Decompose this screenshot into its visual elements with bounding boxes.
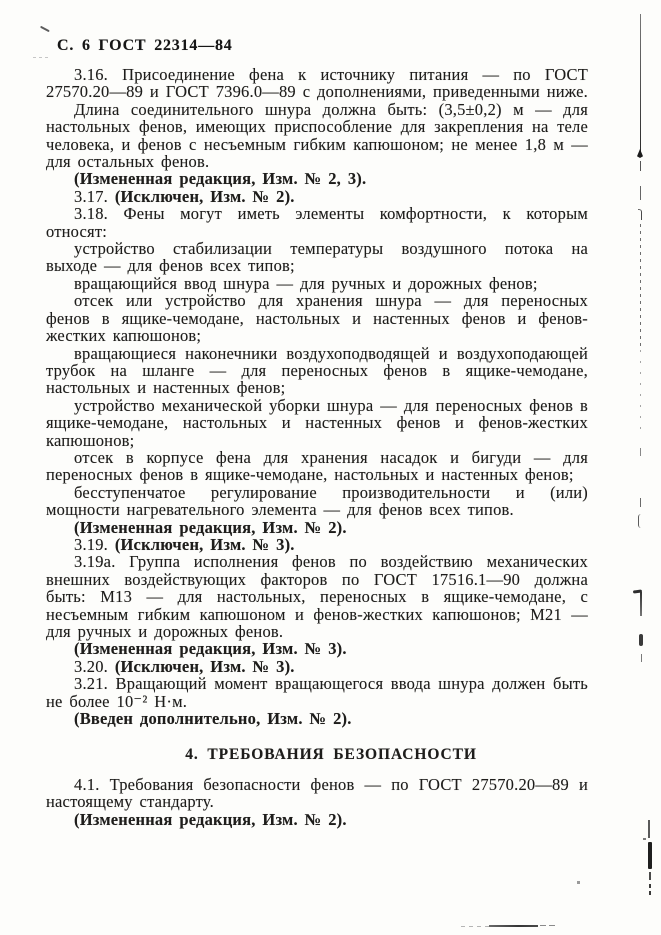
scan-artifact-topleft-tick	[40, 26, 50, 32]
comfort-item-rotating-tips: вращающиеся наконечники воздухоподводящей и воздухоподающей трубок на шланге — для переносных фенов в ящике-чемодане, настольных и настенных фенов;	[46, 343, 588, 398]
scan-artifact-dotted-line	[640, 350, 641, 430]
clause-3-18: 3.18. Фены могут иметь элементы комфортности, к которым относят:	[46, 204, 588, 241]
revision-note: (Измененная редакция, Изм. № 3).	[74, 639, 347, 659]
page-header: С. 6 ГОСТ 22314—84	[57, 37, 233, 54]
excluded-note: (Исключен, Изм. № 3).	[114, 534, 295, 554]
clause-3-19-excluded	[46, 536, 588, 553]
clause-cord-length: Длина соединительного шнура должна быть: (3,5±0,2) м — для настольных фенов, имеющих приспособление для закрепления на теле человека, и фенов с несъемным гибким капюшоном; не менее 1,8 м — для остальных фенов.	[46, 99, 588, 172]
scan-artifact-bottom-dashes	[461, 926, 490, 927]
excluded-note: (Исключен, Изм. № 3).	[114, 656, 295, 676]
revision-note: (Измененная редакция, Изм. № 2, 3).	[74, 169, 367, 189]
scan-artifact-curl-mark	[638, 514, 642, 528]
scan-artifact-ink-blob	[639, 634, 643, 646]
clause-number: 3.19.	[74, 534, 115, 554]
revision-note: (Измененная редакция, Изм. № 2).	[74, 809, 347, 829]
comfort-item-cord-storage: отсек или устройство для хранения шнура — для переносных фенов в ящике-чемодане, настольных и настенных фенов и фенов-жестких капюшонов;	[46, 291, 588, 346]
clause-3-20-excluded	[46, 658, 588, 675]
scan-artifact-right-edge-dot	[643, 838, 646, 840]
scan-artifact-dash	[640, 498, 641, 507]
section-4-heading: 4. ТРЕБОВАНИЯ БЕЗОПАСНОСТИ	[185, 746, 477, 764]
scan-artifact-right-vertical-line	[640, 14, 641, 152]
comfort-item-temperature-stabilizer: устройство стабилизации температуры воздушного потока на выходе — для фенов всех типов;	[46, 239, 588, 276]
clause-number: 3.17.	[74, 186, 115, 206]
scan-artifact-bottom-dashes	[540, 925, 555, 926]
scan-artifact-curl-mark	[638, 209, 642, 220]
clause-3-16: 3.16. Присоединение фена к источнику питания — по ГОСТ 27570.20—89 и ГОСТ 7396.0—89 с дополнениями, приведенными ниже.	[46, 65, 588, 102]
scan-artifact-dash	[640, 161, 641, 171]
revision-note: (Измененная редакция, Изм. № 2).	[74, 517, 347, 537]
document-body	[46, 66, 588, 828]
clause-3-21: 3.21. Вращающий момент вращающегося ввода шнура должен быть не более 10⁻² Н·м.	[46, 674, 588, 711]
clause-3-19a: 3.19а. Группа исполнения фенов по воздействию механических внешних воздействующих факторов по ГОСТ 17516.1—90 должна быть: М13 — для настольных, переносных в ящике-чемодане, с несъемным гибким капюшоном и фенов-жестких капюшонов; М21 — для ручных и дорожных фенов.	[46, 552, 588, 641]
comfort-item-accessory-compartment: отсек в корпусе фена для хранения насадок и бигуди — для переносных фенов в ящике-чемодане, настольных и настенных фенов;	[46, 447, 588, 485]
scan-artifact-hook-mark	[633, 589, 642, 593]
scan-artifact-dash	[640, 448, 641, 456]
comfort-item-stepless-regulation: бесступенчатое регулирование производительности и (или) мощности нагревательного элемента — для фенов всех типов.	[46, 482, 588, 520]
scan-artifact-speck	[577, 881, 580, 884]
comfort-item-cord-retractor: устройство механической уборки шнура — для переносных фенов в ящике-чемодане, настольных и настенных фенов и фенов-жестких капюшонов;	[46, 395, 588, 450]
addition-note: (Введен дополнительно, Изм. № 2).	[74, 709, 352, 729]
clause-4-1: 4.1. Требования безопасности фенов — по ГОСТ 27570.20—89 и настоящему стандарту.	[46, 774, 588, 812]
clause-number: 3.20.	[74, 656, 115, 676]
scan-artifact-arrow-blob	[637, 149, 643, 158]
scan-artifact-hook-tail	[640, 592, 642, 616]
scan-artifact-dash	[641, 654, 642, 662]
scan-artifact-bottom-line	[489, 925, 538, 927]
scan-artifact-right-edge-mark	[648, 842, 652, 869]
scan-artifact-right-edge-mark	[649, 884, 651, 896]
scan-artifact-dotted-line	[640, 224, 641, 346]
scan-artifact-right-edge-mark	[648, 820, 650, 838]
comfort-item-rotating-cord-inlet: вращающийся ввод шнура — для ручных и дорожных фенов;	[74, 273, 538, 293]
scan-artifact-header-underline	[33, 57, 50, 58]
clause-3-17-excluded	[46, 188, 588, 205]
scan-artifact-right-edge-mark	[649, 872, 651, 880]
excluded-note: (Исключен, Изм. № 2).	[114, 186, 295, 206]
scan-artifact-dash	[640, 186, 641, 200]
